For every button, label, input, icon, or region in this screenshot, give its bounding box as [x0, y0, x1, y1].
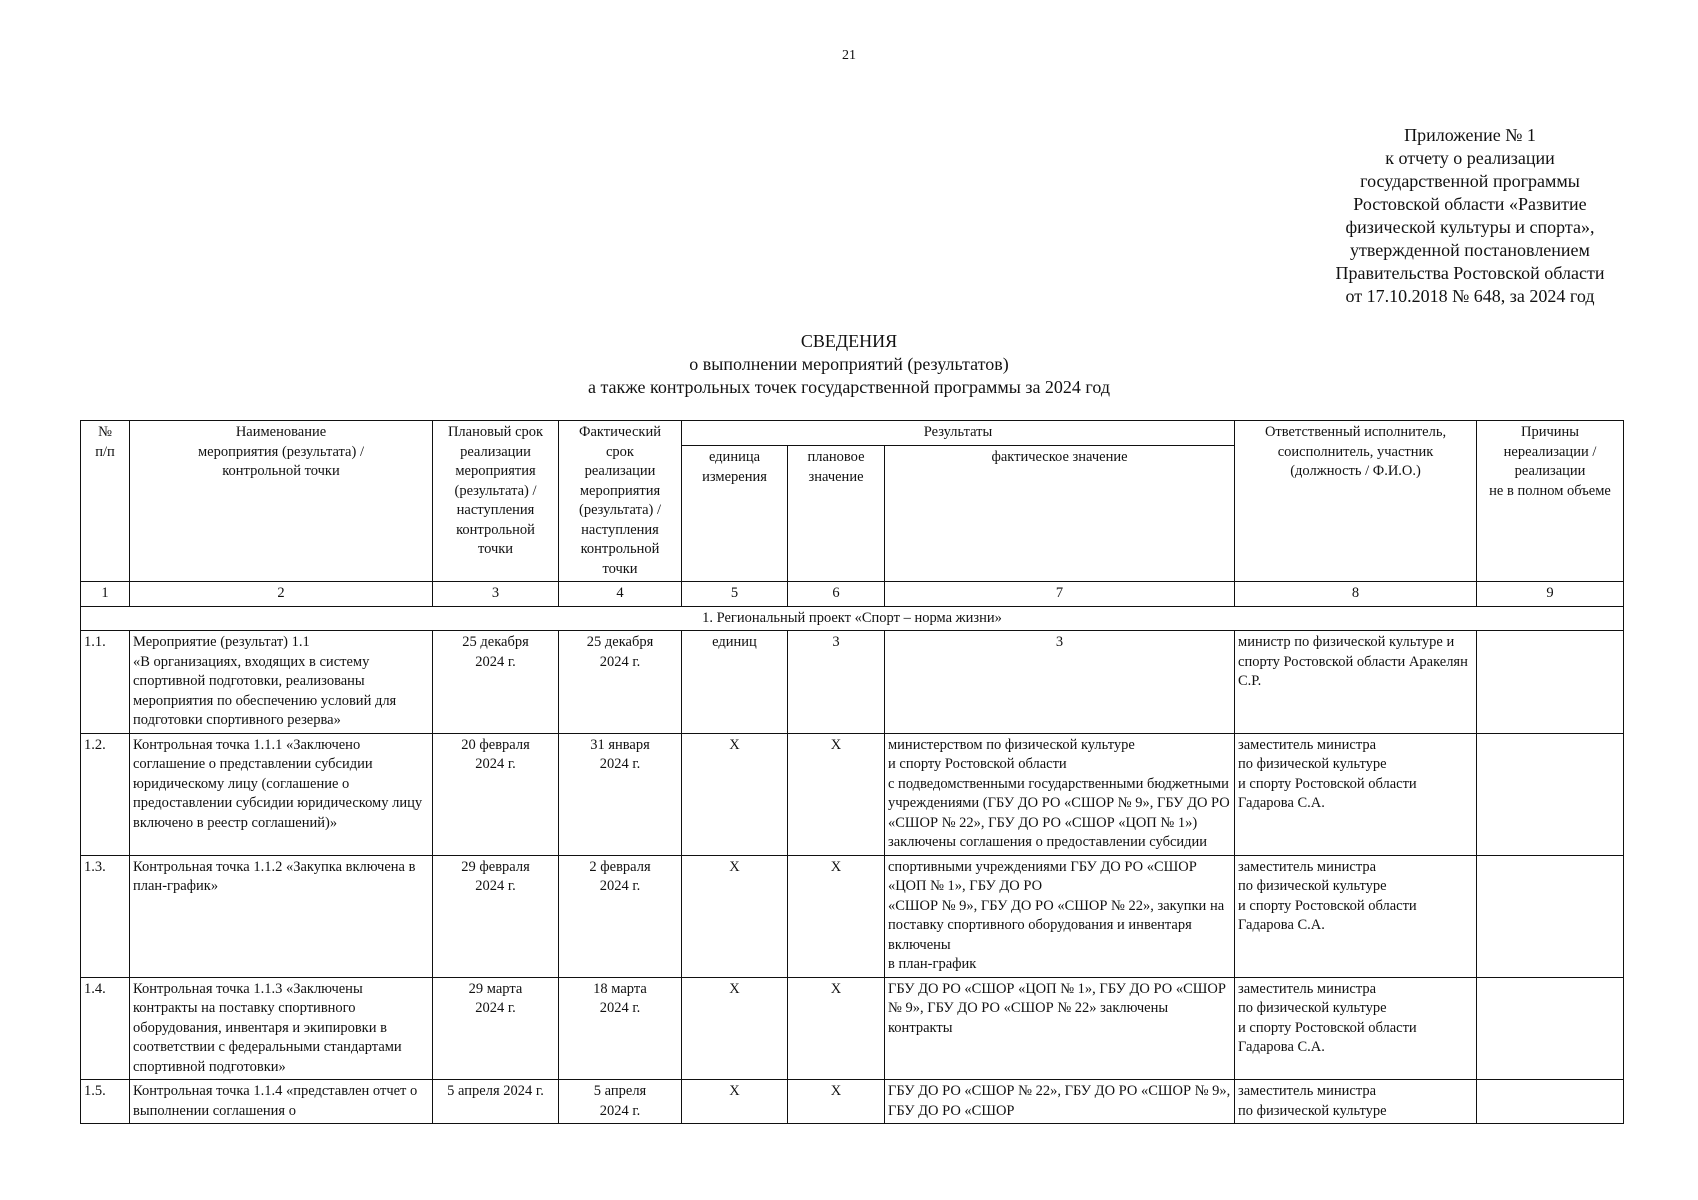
cell-name: Контрольная точка 1.1.4 «представлен отчет о выполнении соглашения о — [130, 1080, 433, 1124]
column-number: 7 — [885, 582, 1235, 607]
table-header-row — [81, 421, 1624, 446]
cell-unit: единиц — [682, 631, 788, 734]
cell-planned: 29 февраля 2024 г. — [433, 855, 559, 977]
table-row — [81, 1080, 1624, 1124]
section-row — [81, 606, 1624, 631]
document-subtitle: а также контрольных точек государственной программы за 2024 год — [587, 377, 1111, 397]
table-row — [81, 977, 1624, 1080]
cell-reasons — [1477, 1080, 1624, 1124]
cell-responsible: министр по физической культуре и спорту Ростовской области Аракелян С.Р. — [1235, 631, 1477, 734]
header-num: № п/п — [81, 421, 130, 582]
cell-fact-value: спортивными учреждениями ГБУ ДО РО «СШОР «ЦОП № 1», ГБУ ДО РО «СШОР № 9», ГБУ ДО РО «СШОР № 22», закупки на поставку спортивного оборудования и инвентаря включены в план-график — [885, 855, 1235, 977]
column-number-row — [81, 582, 1624, 607]
table-row — [81, 733, 1624, 855]
cell-unit: Х — [682, 977, 788, 1080]
column-number: 9 — [1477, 582, 1624, 607]
cell-num: 1.1. — [81, 631, 130, 734]
cell-plan-value: Х — [788, 1080, 885, 1124]
header-fact-value: фактическое значение — [885, 446, 1235, 582]
cell-planned: 25 декабря 2024 г. — [433, 631, 559, 734]
column-number: 6 — [788, 582, 885, 607]
header-plan-value: плановое значение — [788, 446, 885, 582]
cell-responsible: заместитель министра по физической культуре и спорту Ростовской области Гадарова С.А. — [1235, 733, 1477, 855]
cell-responsible: заместитель министра по физической культуре и спорту Ростовской области Гадарова С.А. — [1235, 977, 1477, 1080]
cell-actual: 2 февраля 2024 г. — [559, 855, 682, 977]
cell-planned: 5 апреля 2024 г. — [433, 1080, 559, 1124]
document-title: СВЕДЕНИЯ — [800, 331, 898, 351]
column-number: 8 — [1235, 582, 1477, 607]
cell-planned: 29 марта 2024 г. — [433, 977, 559, 1080]
cell-num: 1.3. — [81, 855, 130, 977]
results-table — [80, 420, 1624, 1124]
cell-plan-value: 3 — [788, 631, 885, 734]
cell-plan-value: Х — [788, 855, 885, 977]
cell-plan-value: Х — [788, 733, 885, 855]
cell-fact-value: министерством по физической культуре и спорту Ростовской области с подведомственными государственными бюджетными учреждениями (ГБУ ДО РО «СШОР № 9», ГБУ ДО РО «СШОР № 22», ГБУ ДО РО «СШОР «ЦОП № 1») заключены соглашения о предоставлении субсидии — [885, 733, 1235, 855]
cell-actual: 25 декабря 2024 г. — [559, 631, 682, 734]
section-title: 1. Региональный проект «Спорт – норма жизни» — [81, 606, 1624, 631]
appendix-line: Правительства Ростовской области — [1335, 263, 1605, 283]
header-unit: единица измерения — [682, 446, 788, 582]
cell-fact-value: ГБУ ДО РО «СШОР № 22», ГБУ ДО РО «СШОР № 9», ГБУ ДО РО «СШОР — [885, 1080, 1235, 1124]
table-row — [81, 631, 1624, 734]
appendix-line: к отчету о реализации — [1385, 148, 1555, 168]
header-reasons: Причины нереализации / реализации не в полном объеме — [1477, 421, 1624, 582]
cell-name: Контрольная точка 1.1.3 «Заключены контракты на поставку спортивного оборудования, инвентаря и экипировки в соответствии с федеральными стандартами спортивной подготовки» — [130, 977, 433, 1080]
header-responsible: Ответственный исполнитель, соисполнитель, участник (должность / Ф.И.О.) — [1235, 421, 1477, 582]
cell-planned: 20 февраля 2024 г. — [433, 733, 559, 855]
cell-num: 1.4. — [81, 977, 130, 1080]
column-number: 4 — [559, 582, 682, 607]
appendix-line: государственной программы — [1360, 171, 1580, 191]
appendix-line: Приложение № 1 — [1404, 125, 1536, 145]
header-results: Результаты — [682, 421, 1235, 446]
cell-plan-value: Х — [788, 977, 885, 1080]
cell-num: 1.2. — [81, 733, 130, 855]
cell-responsible: заместитель министра по физической культуре — [1235, 1080, 1477, 1124]
cell-unit: Х — [682, 1080, 788, 1124]
column-number: 5 — [682, 582, 788, 607]
column-number: 3 — [433, 582, 559, 607]
cell-name: Контрольная точка 1.1.2 «Закупка включена в план-график» — [130, 855, 433, 977]
appendix-block — [1300, 124, 1640, 308]
cell-reasons — [1477, 733, 1624, 855]
appendix-line: Ростовской области «Развитие — [1353, 194, 1587, 214]
document-subtitle: о выполнении мероприятий (результатов) — [689, 354, 1009, 374]
appendix-line: утвержденной постановлением — [1350, 240, 1590, 260]
cell-reasons — [1477, 631, 1624, 734]
cell-reasons — [1477, 855, 1624, 977]
cell-name: Контрольная точка 1.1.1 «Заключено соглашение о представлении субсидии юридическому лицу (соглашение о предоставлении субсидии юридическому лицу включено в реестр соглашений)» — [130, 733, 433, 855]
document-heading — [0, 330, 1698, 399]
cell-actual: 31 января 2024 г. — [559, 733, 682, 855]
header-actual: Фактический срок реализации мероприятия (результата) / наступления контрольной точки — [559, 421, 682, 582]
cell-unit: Х — [682, 855, 788, 977]
cell-actual: 5 апреля 2024 г. — [559, 1080, 682, 1124]
appendix-line: от 17.10.2018 № 648, за 2024 год — [1345, 286, 1595, 306]
appendix-line: физической культуры и спорта», — [1345, 217, 1595, 237]
column-number: 1 — [81, 582, 130, 607]
cell-reasons — [1477, 977, 1624, 1080]
cell-num: 1.5. — [81, 1080, 130, 1124]
page-number: 21 — [842, 48, 856, 63]
cell-unit: Х — [682, 733, 788, 855]
cell-actual: 18 марта 2024 г. — [559, 977, 682, 1080]
header-name: Наименование мероприятия (результата) / контрольной точки — [130, 421, 433, 582]
cell-fact-value: ГБУ ДО РО «СШОР «ЦОП № 1», ГБУ ДО РО «СШОР № 9», ГБУ ДО РО «СШОР № 22» заключены контракты — [885, 977, 1235, 1080]
table-row — [81, 855, 1624, 977]
header-planned: Плановый срок реализации мероприятия (результата) / наступления контрольной точки — [433, 421, 559, 582]
cell-name: Мероприятие (результат) 1.1 «В организациях, входящих в систему спортивной подготовки, реализованы мероприятия по обеспечению условий для подготовки спортивного резерва» — [130, 631, 433, 734]
cell-fact-value: 3 — [885, 631, 1235, 734]
cell-responsible: заместитель министра по физической культуре и спорту Ростовской области Гадарова С.А. — [1235, 855, 1477, 977]
column-number: 2 — [130, 582, 433, 607]
